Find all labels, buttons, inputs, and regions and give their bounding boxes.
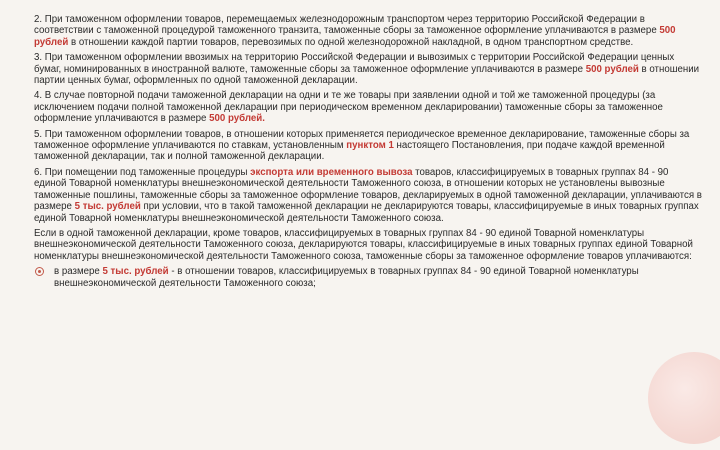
list-item: [34, 266, 702, 289]
bullet-tail: - в отношении товаров, классифицируемых в товарных группах 84 - 90 единой Товарной номенклатуры внешнеэкономической деятельности Таможенного союза;: [54, 266, 639, 289]
paragraph-6-amount: 5 тыс. рублей: [74, 201, 141, 213]
paragraph-6: [34, 167, 702, 224]
paragraph-5-head: 5. При таможенном оформлении товаров, в отношении которых применяется периодическое временное декларирование, таможенные сборы за таможенное оформление уплачиваются по ставкам, установленным: [34, 128, 690, 152]
paragraph-3-text: 3. При таможенном оформлении ввозимых на территорию Российской Федерации и вывозимых с территории Российской Федерации ценных бумаг, номинированных в иностранной валюте, таможенные сборы за таможенное оформление уплачиваются в размере: [34, 52, 675, 75]
paragraph-6-tail: при условии, что в такой таможенной декларации не декларируются товары, классифицируемые в иных товарных группах единой Товарной номенклатуры внешнеэкономической деятельности Таможенного союза.: [34, 201, 699, 224]
paragraph-6-head: 6. При помещении под таможенные процедуры: [34, 166, 251, 178]
paragraph-4: [34, 90, 702, 124]
bullet-icon: [35, 267, 44, 276]
bullet-amount: 5 тыс. рублей: [102, 266, 169, 278]
paragraph-4-text: 4. В случае повторной подачи таможенной декларации на одни и те же товары при заявлении одной и той же таможенной процедуры (за исключением подачи полной таможенной декларации при периодическом временном декларировании) таможенные сборы за таможенное оформление уплачиваются в размере: [34, 90, 663, 125]
bullet-head: в размере: [54, 266, 103, 278]
paragraph-2-tail: в отношении каждой партии товаров, перевозимых по одной железнодорожной накладной, в одном транспортном средстве.: [68, 36, 634, 48]
paragraph-7: [34, 228, 702, 262]
paragraph-3-tail: в отношении партии ценных бумаг, оформленных по одной таможенной декларации.: [34, 63, 700, 87]
document-body: [34, 14, 702, 293]
paragraph-4-amount: 500 рублей.: [209, 113, 265, 125]
paragraph-5: [34, 129, 702, 163]
paragraph-2: [34, 14, 702, 48]
paragraph-2-amount: 500 рублей: [34, 25, 676, 48]
paragraph-2-text: 2. При таможенном оформлении товаров, перемещаемых железнодорожным транспортом через территорию Российской Федерации в соответствии с таможенной процедурой таможенного транзита, таможенные сборы за таможенное оформление уплачиваются в размере: [34, 14, 660, 37]
paragraph-7-text: Если в одной таможенной декларации, кроме товаров, классифицируемых в товарных группах 84 - 90 единой Товарной номенклатуры внешнеэкономической деятельности Таможенного союза, декларируются товары, классифицируемые в иных товарных группах единой Товарной номенклатуры внешнеэкономической деятельности Таможенного союза, таможенные сборы за таможенное оформление товаров уплачиваются:: [34, 227, 693, 262]
paragraph-5-reference: пунктом 1: [346, 140, 394, 152]
paragraph-6-procedure: экспорта или временного вывоза: [250, 166, 413, 178]
paragraph-6-body: товаров, классифицируемых в товарных группах 84 - 90 единой Товарной номенклатуры внешнеэкономической деятельности Таможенного союза, в отношении которых не установлены вывозные таможенные пошлины, таможенные сборы за таможенное оформление товаров, декларируемых в одной таможенной декларации, уплачиваются в размере: [34, 166, 702, 213]
paragraph-3: [34, 52, 702, 86]
paragraph-5-tail: настоящего Постановления, при подаче каждой временной таможенной декларации, так и полной таможенной декларации.: [34, 140, 665, 163]
paragraph-3-amount: 500 рублей: [585, 63, 639, 75]
